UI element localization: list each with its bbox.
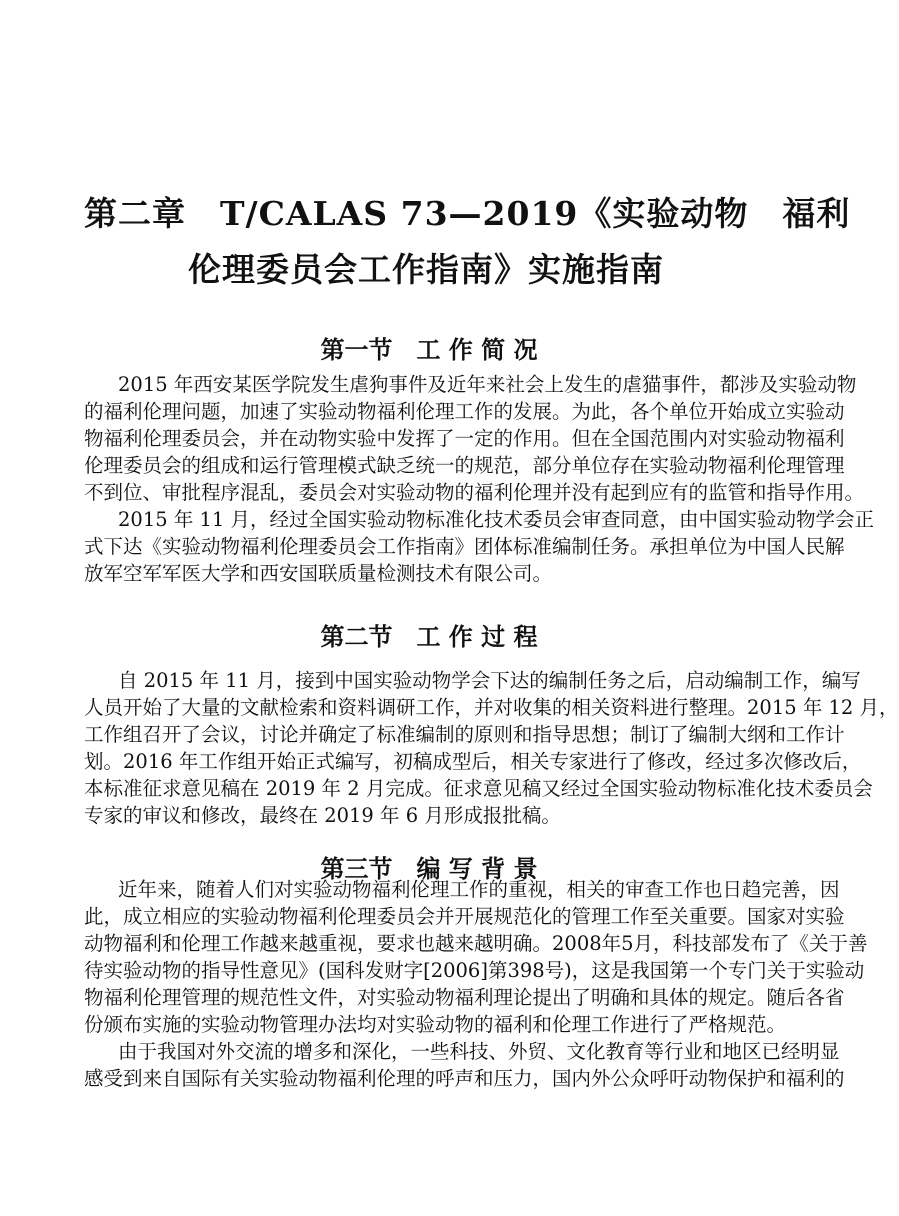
paragraph-line: 2015 年西安某医学院发生虐狗事件及近年来社会上发生的虐猫事件，都涉及实验动物: [118, 373, 857, 396]
paragraph-line: 工作组召开了会议，讨论并确定了标准编制的原则和指导思想；制订了编制大纲和工作计: [84, 723, 845, 746]
paragraph-line: 物福利伦理委员会，并在动物实验中发挥了一定的作用。但在全国范围内对实验动物福利: [84, 427, 845, 450]
paragraph-line: 本标准征求意见稿在 2019 年 2 月完成。征求意见稿又经过全国实验动物标准化技术委员会: [84, 777, 873, 800]
paragraph-line: 近年来，随着人们对实验动物福利伦理工作的重视，相关的审查工作也日趋完善，因: [118, 878, 840, 901]
paragraph-line: 的福利伦理问题，加速了实验动物福利伦理工作的发展。为此，各个单位开始成立实验动: [84, 400, 845, 423]
paragraph-line: 份颁布实施的实验动物管理办法均对实验动物的福利和伦理工作进行了严格规范。: [84, 1013, 787, 1036]
paragraph-line: 动物福利和伦理工作越来越重视，要求也越来越明确。2008年5月，科技部发布了《关于善: [84, 932, 868, 955]
paragraph-line: 2015 年 11 月，经过全国实验动物标准化技术委员会审查同意，由中国实验动物学会正: [118, 508, 875, 531]
section-heading: 第一节 工 作 简 况: [320, 335, 538, 364]
paragraph-line: 划。2016 年工作组开始正式编写，初稿成型后，相关专家进行了修改，经过多次修改后，: [84, 750, 862, 773]
paragraph-line: 此，成立相应的实验动物福利伦理委员会并开展规范化的管理工作至关重要。国家对实验: [84, 905, 845, 928]
section-heading: 第三节 编 写 背 景: [320, 854, 538, 883]
section-heading: 第二节 工 作 过 程: [320, 622, 538, 651]
paragraph-line: 由于我国对外交流的增多和深化，一些科技、外贸、文化教育等行业和地区已经明显: [118, 1040, 840, 1063]
paragraph-line: 物福利伦理管理的规范性文件，对实验动物福利理论提出了明确和具体的规定。随后各省: [84, 986, 845, 1009]
paragraph-line: 不到位、审批程序混乱，委员会对实验动物的福利伦理并没有起到应有的监管和指导作用。: [84, 481, 865, 504]
paragraph-line: 伦理委员会的组成和运行管理模式缺乏统一的规范，部分单位存在实验动物福利伦理管理: [84, 454, 845, 477]
paragraph-line: 专家的审议和修改，最终在 2019 年 6 月形成报批稿。: [84, 804, 561, 827]
paragraph-line: 待实验动物的指导性意见》(国科发财字[2006]第398号)，这是我国第一个专门关于实验动: [84, 959, 865, 982]
paragraph-line: 感受到来自国际有关实验动物福利伦理的呼声和压力，国内外公众呼吁动物保护和福利的: [84, 1067, 845, 1090]
paragraph-line: 自 2015 年 11 月，接到中国实验动物学会下达的编制任务之后，启动编制工作，编写: [118, 669, 861, 692]
paragraph-line: 人员开始了大量的文献检索和资料调研工作，并对收集的相关资料进行整理。2015 年 12 月，: [84, 696, 899, 719]
chapter-title-line-1: 第二章 T/CALAS 73—2019《实验动物 福利: [84, 194, 851, 233]
paragraph-line: 放军空军军医大学和西安国联质量检测技术有限公司。: [84, 562, 553, 585]
paragraph-line: 式下达《实验动物福利伦理委员会工作指南》团体标准编制任务。承担单位为中国人民解: [84, 535, 845, 558]
chapter-title-line-2: 伦理委员会工作指南》实施指南: [188, 250, 664, 289]
